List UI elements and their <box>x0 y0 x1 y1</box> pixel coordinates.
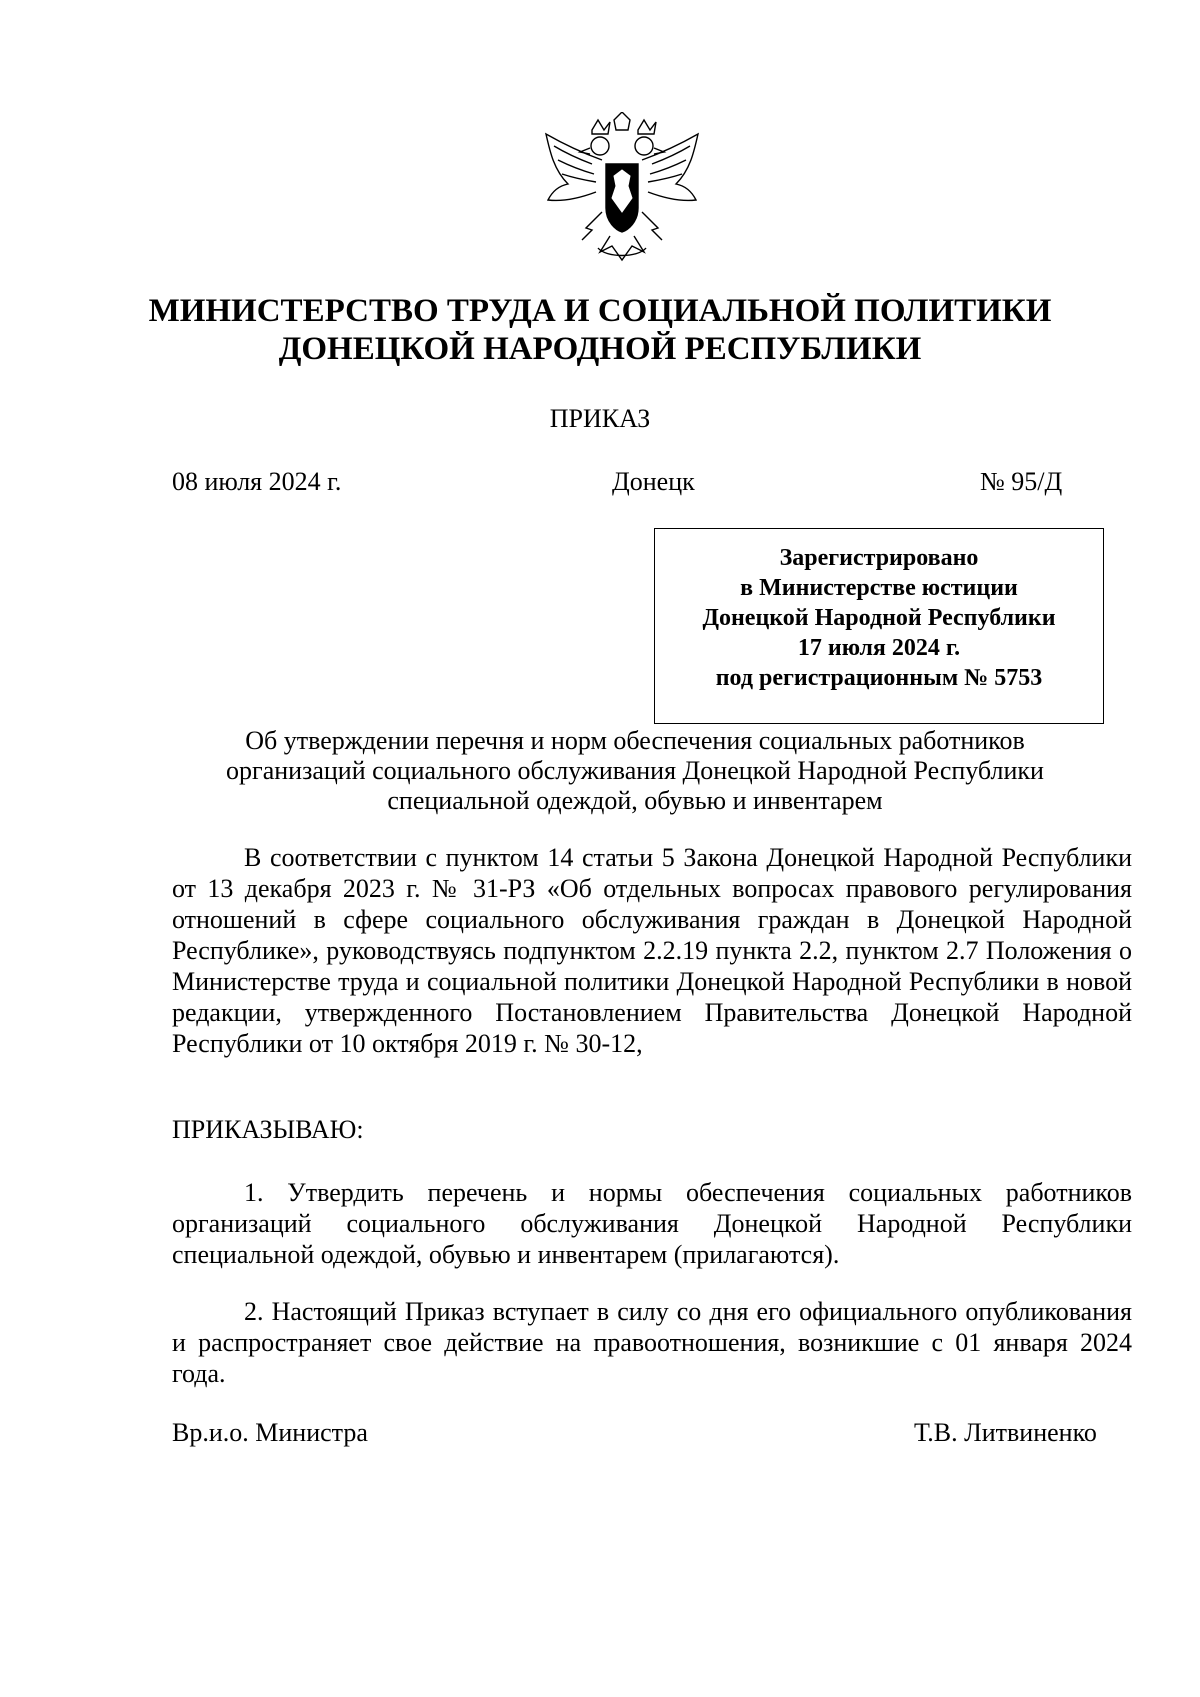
order-item-1: 1. Утвердить перечень и нормы обеспечения социальных работников организаций социального обслуживания Донецкой Народной Республики специальной одеждой, обувью и инвентарем (прилагаются). <box>172 1178 1132 1269</box>
ministry-title-line2: ДОНЕЦКОЙ НАРОДНОЙ РЕСПУБЛИКИ <box>278 331 922 367</box>
document-number: № 95/Д <box>980 467 1063 496</box>
order-word: ПРИКАЗЫВАЮ: <box>172 1115 364 1144</box>
subject-line1: Об утверждении перечня и норм обеспечения социальных работников <box>245 726 1025 755</box>
subject-line3: специальной одеждой, обувью и инвентарем <box>387 786 883 815</box>
signatory-position: Вр.и.о. Министра <box>172 1418 368 1447</box>
order-item-2: 2. Настоящий Приказ вступает в силу со дня его официального опубликования и распространяет свое действие на правоотношения, возникшие с 01 января 2024 года. <box>172 1297 1132 1388</box>
signatory-name: Т.В. Литвиненко <box>914 1418 1097 1447</box>
document-date: 08 июля 2024 г. <box>172 467 342 496</box>
registration-line2: в Министерстве юстиции <box>740 575 1018 601</box>
registration-box <box>654 528 1104 724</box>
document-city: Донецк <box>612 467 695 496</box>
document-type: ПРИКАЗ <box>549 404 651 433</box>
ministry-title-line1: МИНИСТЕРСТВО ТРУДА И СОЦИАЛЬНОЙ ПОЛИТИКИ <box>148 293 1052 329</box>
coat-of-arms-icon <box>540 112 704 272</box>
registration-line4: 17 июля 2024 г. <box>797 635 961 661</box>
subject-line2: организаций социального обслуживания Донецкой Народной Республики <box>226 756 1044 785</box>
registration-line5: под регистрационным № 5753 <box>715 665 1043 691</box>
ministry-title <box>0 292 1200 368</box>
document-subject <box>200 726 1070 816</box>
registration-line3: Донецкой Народной Республики <box>702 605 1056 631</box>
registration-line1: Зарегистрировано <box>779 545 979 571</box>
basis-paragraph: В соответствии с пунктом 14 статьи 5 Закона Донецкой Народной Республики от 13 декабря 2023 г. № 31-РЗ «Об отдельных вопросах правового регулирования отношений в сфере социального обслуживания граждан в Донецкой Народной Республике», руководствуясь подпунктом 2.2.19 пункта 2.2, пунктом 2.7 Положения о Министерстве труда и социальной политики Донецкой Народной Республики в новой редакции, утвержденного Постановлением Правительства Донецкой Народной Республики от 10 октября 2019 г. № 30-12, <box>172 843 1132 1058</box>
